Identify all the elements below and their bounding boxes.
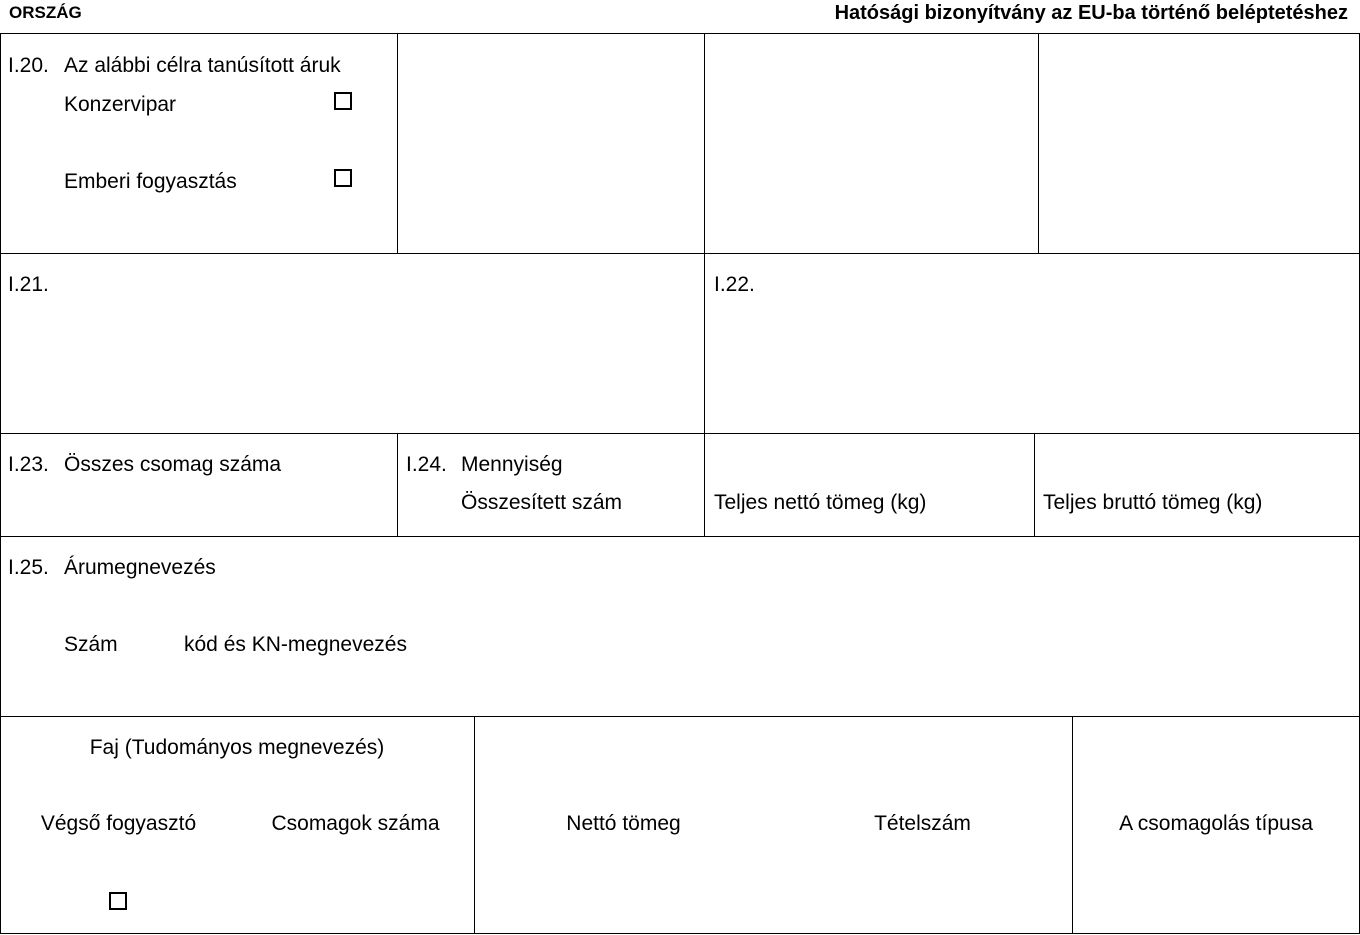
country-label: ORSZÁG	[9, 3, 82, 22]
packaging-type-label: A csomagolás típusa	[1119, 812, 1313, 835]
cell-divider	[1034, 433, 1035, 536]
species-label: Faj (Tudományos megnevezés)	[89, 736, 385, 759]
box-i25-number: I.25.	[8, 556, 49, 579]
number-label: Szám	[64, 633, 118, 656]
certificate-title: Hatósági bizonyítvány az EU-ba történő beléptetéshez	[834, 2, 1348, 24]
form-border-bottom	[0, 933, 1360, 934]
canning-checkbox[interactable]	[334, 92, 352, 110]
form-border-left	[0, 33, 1, 934]
batch-number-label: Tételszám	[874, 812, 971, 835]
row-divider-4	[0, 716, 1360, 717]
box-i25-title: Árumegnevezés	[64, 556, 216, 579]
box-i23-number: I.23.	[8, 453, 49, 476]
option-label-human-consumption: Emberi fogyasztás	[64, 170, 237, 193]
box-i24-number: I.24.	[406, 453, 447, 476]
final-consumer-checkbox[interactable]	[109, 892, 127, 910]
code-cn-label: kód és KN-megnevezés	[184, 633, 407, 656]
cell-divider	[704, 433, 705, 536]
final-consumer-label: Végső fogyasztó	[40, 812, 197, 835]
box-i22-number: I.22.	[714, 273, 755, 296]
form-border-top	[0, 33, 1360, 34]
gross-weight-total-label: Teljes bruttó tömeg (kg)	[1043, 491, 1263, 514]
box-i23-title: Összes csomag száma	[64, 453, 282, 476]
box-i24-title: Mennyiség	[461, 453, 563, 476]
cell-divider	[704, 33, 705, 253]
box-i21-number: I.21.	[8, 273, 49, 296]
net-weight-total-label: Teljes nettó tömeg (kg)	[714, 491, 927, 514]
cell-divider	[704, 253, 705, 433]
box-i20-number: I.20.	[8, 54, 49, 77]
option-label-canning: Konzervipar	[64, 93, 177, 116]
row-divider-1	[0, 253, 1360, 254]
cell-divider	[397, 433, 398, 536]
packages-count-label: Csomagok száma	[271, 812, 440, 835]
total-count-label: Összesített szám	[461, 491, 623, 514]
cell-divider	[397, 33, 398, 253]
row-divider-3	[0, 536, 1360, 537]
human-consumption-checkbox[interactable]	[334, 169, 352, 187]
row-divider-2	[0, 433, 1360, 434]
net-weight-label: Nettó tömeg	[566, 812, 681, 835]
box-i20-title: Az alábbi célra tanúsított áruk	[64, 54, 341, 77]
cell-divider	[1038, 33, 1039, 253]
